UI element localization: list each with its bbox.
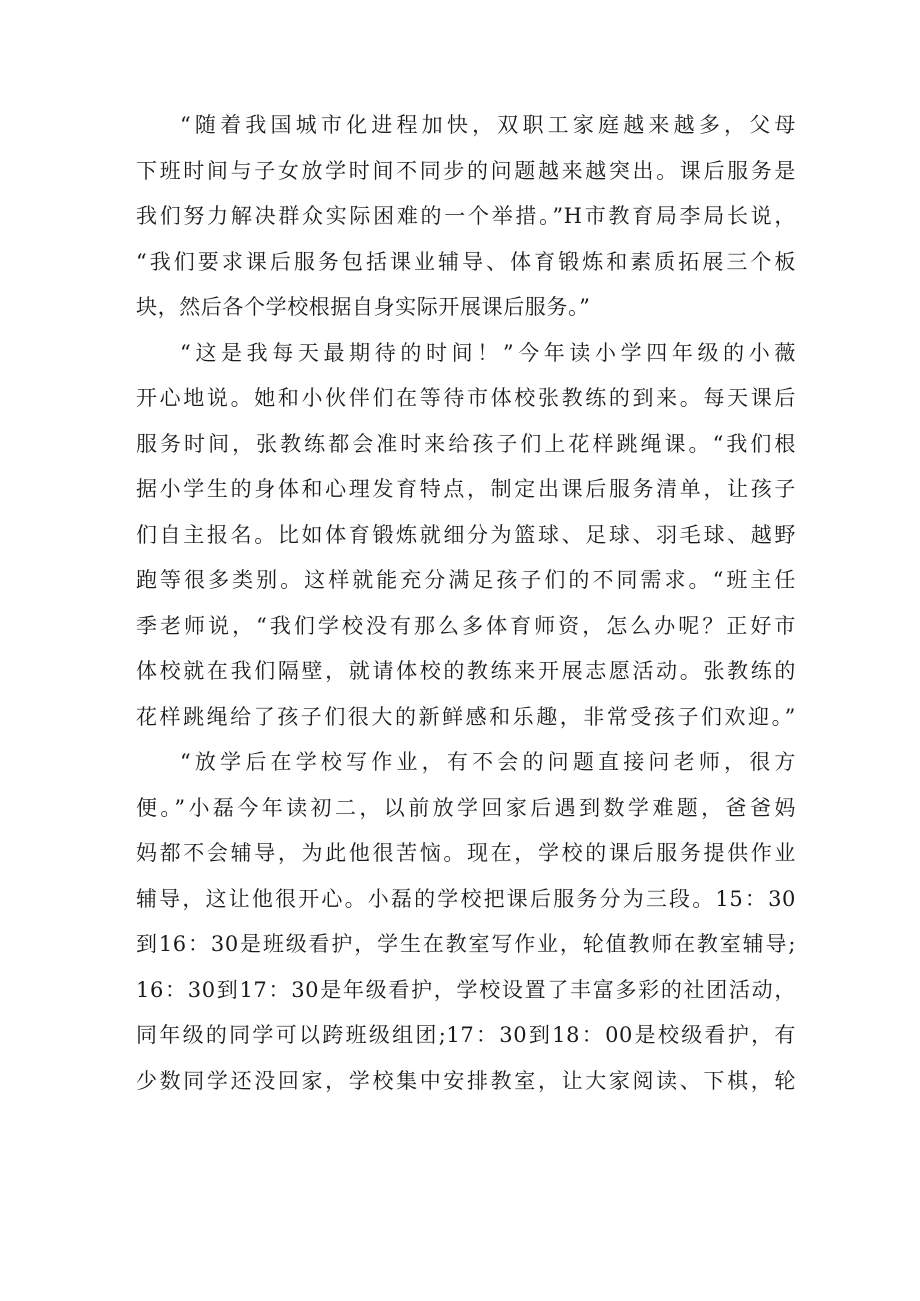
text-line: “我们要求课后服务包括课业辅导、体育锻炼和素质拓展三个板: [136, 249, 796, 274]
text-line: 16：30到17：30是年级看护，学校设置了丰富多彩的社团活动，: [136, 977, 796, 1002]
text-line: 季老师说，“我们学校没有那么多体育师资，怎么办呢？正好市: [136, 613, 796, 638]
text-line: 据小学生的身体和心理发育特点，制定出课后服务清单，让孩子: [136, 477, 796, 501]
text-line: 下班时间与子女放学时间不同步的问题越来越突出。课后服务是: [136, 158, 796, 183]
text-line: 到16：30是班级看护，学生在教室写作业，轮值教师在教室辅导;: [136, 932, 796, 956]
text-line: 我们努力解决群众实际困难的一个举措。”H市教育局李局长说，: [136, 204, 796, 228]
body-text: [136, 103, 796, 1104]
text-line: “放学后在学校写作业，有不会的问题直接问老师，很方: [180, 750, 796, 774]
text-line: 跑等很多类别。这样就能充分满足孩子们的不同需求。“班主任: [136, 568, 796, 592]
text-line: 便。”小磊今年读初二，以前放学回家后遇到数学难题，爸爸妈: [136, 795, 796, 820]
text-line: 体校就在我们隔壁，就请体校的教练来开展志愿活动。张教练的: [136, 659, 796, 683]
text-line: 块，然后各个学校根据自身实际开展课后服务。”: [136, 295, 591, 319]
text-line: 辅导，这让他很开心。小磊的学校把课后服务分为三段。15：30: [136, 886, 796, 911]
text-line: “这是我每天最期待的时间！”今年读小学四年级的小薇: [180, 340, 796, 365]
text-line: 们自主报名。比如体育锻炼就细分为篮球、足球、羽毛球、越野: [136, 522, 796, 547]
text-line: 开心地说。她和小伙伴们在等待市体校张教练的到来。每天课后: [136, 386, 796, 410]
text-line: “随着我国城市化进程加快，双职工家庭越来越多，父母: [180, 113, 796, 137]
text-line: 花样跳绳给了孩子们很大的新鲜感和乐趣，非常受孩子们欢迎。”: [136, 704, 796, 729]
text-line: 同年级的同学可以跨班级组团;17：30到18：00是校级看护，有: [136, 1023, 796, 1047]
text-line: 妈都不会辅导，为此他很苦恼。现在，学校的课后服务提供作业: [136, 841, 796, 865]
text-line: 服务时间，张教练都会准时来给孩子们上花样跳绳课。“我们根: [136, 431, 796, 456]
text-line: 少数同学还没回家，学校集中安排教室，让大家阅读、下棋，轮: [136, 1068, 796, 1093]
